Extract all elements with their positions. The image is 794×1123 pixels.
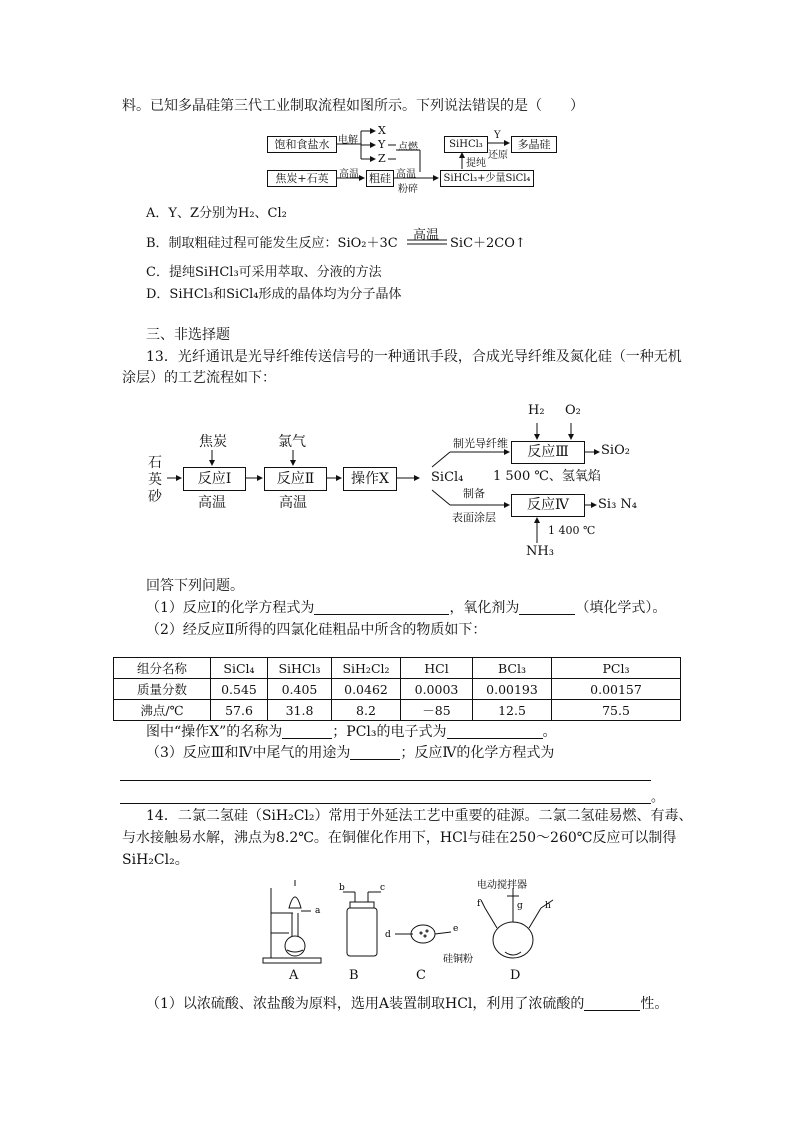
reaction-1-box: 反应Ⅰ xyxy=(183,467,246,491)
table-cell: 8.2 xyxy=(332,700,401,721)
label-d: d xyxy=(385,930,391,940)
crush-label: 粉碎 xyxy=(398,184,418,195)
apparatus-diagram xyxy=(255,878,575,970)
apparatus-d xyxy=(481,888,553,958)
reaction-3-box: 反应Ⅲ xyxy=(511,441,585,464)
sihcl3-box: SiHCl₃ xyxy=(444,136,488,153)
q14-line1: 14．二氯二氢硅（SiH₂Cl₂）常用于外延法工艺中重要的硅源。二氯二氢硅易燃、有毒、 xyxy=(146,808,693,824)
table-cell: 12.5 xyxy=(473,700,552,721)
surface-coating-label: 表面涂层 xyxy=(452,511,496,524)
o2-label: O₂ xyxy=(565,403,581,418)
label-b: b xyxy=(339,883,345,893)
table-cell: HCl xyxy=(401,658,473,679)
table-cell: BCl₃ xyxy=(473,658,552,679)
sio2-product: SiO₂ xyxy=(601,443,630,458)
table-row xyxy=(114,679,681,700)
condition-4: 1 400 ℃ xyxy=(548,524,596,537)
q14-line3: SiH₂Cl₂。 xyxy=(122,852,189,868)
purify-label: 提纯 xyxy=(466,158,486,169)
table-cell: 0.00157 xyxy=(552,679,681,700)
high-temp-1-label: 高温 xyxy=(198,495,226,511)
table-cell: 0.00193 xyxy=(473,679,552,700)
q12-option-a: A．Y、Z分别为H₂、Cl₂ xyxy=(146,206,287,221)
mixture-box: SiHCl₃+少量SiCl₄ xyxy=(440,170,534,187)
composition-table xyxy=(113,657,681,721)
h2-label: H₂ xyxy=(528,403,545,418)
label-c: c xyxy=(380,883,386,893)
si3n4-product: Si₃ N₄ xyxy=(598,497,637,512)
y-label: Y xyxy=(378,138,386,151)
table-cell: PCl₃ xyxy=(552,658,681,679)
reaction-4-box: 反应Ⅳ xyxy=(511,494,585,517)
y2-label: Y xyxy=(494,130,501,141)
z-label: Z xyxy=(378,152,386,165)
ignite-label: 点燃 xyxy=(398,142,418,153)
quartz-sand-label: 石 英 砂 xyxy=(148,455,162,505)
coke-label: 焦炭 xyxy=(199,434,227,450)
table-cell: 沸点/℃ xyxy=(114,700,211,721)
q13-part2: （2）经反应Ⅱ所得的四氯化硅粗品中所含的物质如下： xyxy=(146,622,487,638)
high-temp-label: 高温 xyxy=(339,169,359,180)
table-cell: 组分名称 xyxy=(114,658,211,679)
sulfuric-acid-property-blank[interactable] xyxy=(584,996,640,1011)
electrolysis-label: 电解 xyxy=(338,135,358,146)
table-cell: 57.6 xyxy=(211,700,268,721)
q13-flow-arrows xyxy=(0,395,794,565)
label-h: h xyxy=(545,901,551,911)
part1-equation-blank[interactable] xyxy=(314,600,449,615)
table-cell: 75.5 xyxy=(552,700,681,721)
prepare-label: 制备 xyxy=(463,487,485,500)
table-cell: －85 xyxy=(401,700,473,721)
poly-si-box: 多晶硅 xyxy=(511,136,557,153)
table-cell: 31.8 xyxy=(268,700,332,721)
q12-option-b: B．制取粗硅过程可能发生反应：SiO₂＋3C xyxy=(146,236,398,251)
nh3-label: NH₃ xyxy=(526,544,554,559)
apparatus-c xyxy=(395,925,451,943)
high-temp2-label: 高温 xyxy=(396,169,416,180)
chlorine-label: 氯气 xyxy=(278,434,306,450)
tail-gas-blank[interactable] xyxy=(350,745,400,760)
q13-stem-line1: 13．光纤通讯是光导纤维传送信号的一种通讯手段，合成光导纤维及氮化硅（一种无机 xyxy=(146,349,682,365)
high-temp-2-label: 高温 xyxy=(279,495,307,511)
q14-part1: （1）以浓硫酸、浓盐酸为原料，选用A装置制取HCl，利用了浓硫酸的 性。 xyxy=(146,996,669,1012)
table-cell: 质量分数 xyxy=(114,679,211,700)
label-a: a xyxy=(315,906,321,916)
q14-line2: 与水接触易水解，沸点为8.2℃。在铜催化作用下，HCl与硅在250～260℃反应可以制得 xyxy=(122,830,677,846)
part3-equation-blank-line2[interactable] xyxy=(120,789,651,804)
electron-formula-blank[interactable] xyxy=(447,724,543,739)
label-f: f xyxy=(477,899,481,909)
table-cell: 0.0462 xyxy=(332,679,401,700)
brine-box: 饱和食盐水 xyxy=(267,136,337,153)
q12-stem: 料。已知多晶硅第三代工业制取流程如图所示。下列说法错误的是（ ） xyxy=(122,98,584,114)
apparatus-label-b: B xyxy=(349,968,359,983)
q12-option-d: D．SiHCl₃和SiCl₄形成的晶体均为分子晶体 xyxy=(146,287,402,302)
label-g: g xyxy=(517,901,523,911)
q13-part3: （3）反应Ⅲ和Ⅳ中尾气的用途为 ；反应Ⅳ的化学方程式为 xyxy=(146,745,555,761)
condition-3: 1 500 ℃、氢氧焰 xyxy=(493,469,601,484)
x-label: X xyxy=(378,124,386,137)
table-cell: SiCl₄ xyxy=(211,658,268,679)
answer-intro: 回答下列问题。 xyxy=(146,578,244,594)
part3-equation-line2: 。 xyxy=(120,786,656,805)
coke-quartz-box: 焦炭+石英 xyxy=(267,170,337,187)
apparatus-label-c: C xyxy=(416,968,426,983)
label-e: e xyxy=(453,924,459,934)
equation-equals xyxy=(407,238,447,246)
operation-x-box: 操作X xyxy=(343,467,397,491)
apparatus-label-a: A xyxy=(289,968,299,983)
section-heading: 三、非选择题 xyxy=(146,327,230,343)
q13-part1: （1）反应Ⅰ的化学方程式为 ，氧化剂为 （填化学式）。 xyxy=(146,600,667,616)
make-fiber-label: 制光导纤维 xyxy=(453,437,508,450)
table-cell: 0.0003 xyxy=(401,679,473,700)
part3-equation-blank-line1[interactable] xyxy=(120,766,651,781)
table-cell: SiH₂Cl₂ xyxy=(332,658,401,679)
table-row xyxy=(114,700,681,721)
b-product: SiC＋2CO↑ xyxy=(450,236,526,251)
sicl4-label: SiCl₄ xyxy=(431,470,464,485)
q13-stem-line2: 涂层）的工艺流程如下： xyxy=(122,370,276,386)
b-condition: 高温 xyxy=(413,228,440,243)
part1-oxidant-blank[interactable] xyxy=(519,600,575,615)
apparatus-b xyxy=(343,892,381,956)
q13-after-table: 图中“操作X”的名称为 ；PCl₃的电子式为 。 xyxy=(146,724,557,740)
apparatus-a xyxy=(263,880,321,963)
reduce-label: 还原 xyxy=(488,150,508,161)
apparatus-label-d: D xyxy=(510,968,521,983)
table-cell: 0.405 xyxy=(268,679,332,700)
reaction-2-box: 反应Ⅱ xyxy=(264,467,327,491)
stirrer-label: 电动搅拌器 xyxy=(477,880,527,891)
table-cell: SiHCl₃ xyxy=(268,658,332,679)
q12-flow-arrows xyxy=(0,0,794,200)
table-header-row xyxy=(114,658,681,679)
crude-si-box: 粗硅 xyxy=(366,170,394,187)
cu-si-powder-label: 硅铜粉 xyxy=(443,954,473,965)
table-cell: 0.545 xyxy=(211,679,268,700)
operation-x-blank[interactable] xyxy=(282,724,332,739)
q12-option-c: C．提纯SiHCl₃可采用萃取、分液的方法 xyxy=(146,265,382,280)
